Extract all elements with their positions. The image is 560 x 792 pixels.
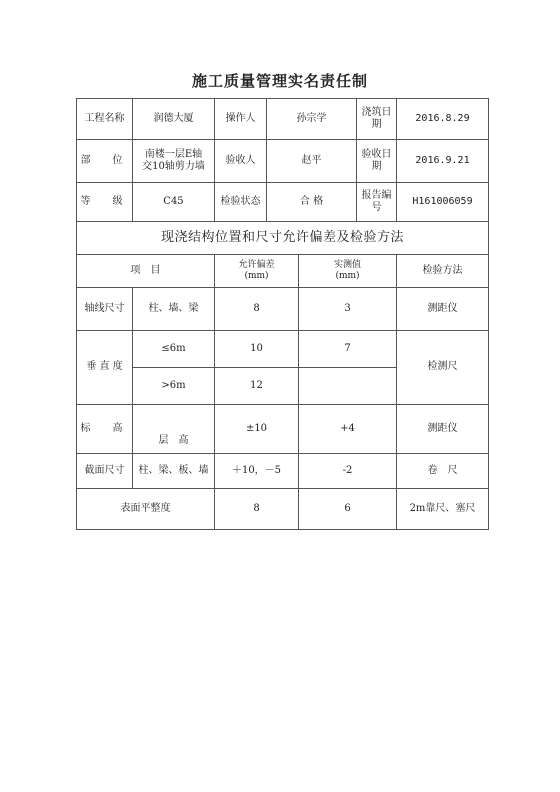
column-measured-label: 实测值	[333, 259, 361, 270]
column-allowed-unit: (mm)	[244, 271, 269, 281]
table-row-flatness	[77, 489, 489, 530]
table-row-axis	[77, 288, 489, 331]
section-name: 截面尺寸	[77, 454, 133, 489]
elevation-name: 标 高	[77, 405, 133, 454]
flatness-measured: 6	[299, 489, 397, 530]
elevation-sub: 层 高	[133, 405, 215, 454]
column-measured	[299, 255, 397, 288]
vertical-b-allowed: 12	[215, 368, 299, 405]
elevation-measured: +4	[299, 405, 397, 454]
axis-sub: 柱、墙、梁	[133, 288, 215, 331]
section-title: 现浇结构位置和尺寸允许偏差及检验方法	[77, 222, 489, 255]
axis-method: 测距仪	[397, 288, 489, 331]
pour-date-value: 2016.8.29	[397, 99, 489, 140]
section-measured: -2	[299, 454, 397, 489]
vertical-b-measured	[299, 368, 397, 405]
grade-value: C45	[133, 183, 215, 222]
project-label: 工程名称	[77, 99, 133, 140]
section-title-row	[77, 222, 489, 255]
grade-label: 等 级	[77, 183, 133, 222]
report-label: 报告编号	[357, 183, 397, 222]
axis-measured: 3	[299, 288, 397, 331]
section-sub: 柱、梁、板、墙	[133, 454, 215, 489]
vertical-a-allowed: 10	[215, 331, 299, 368]
section-method: 卷 尺	[397, 454, 489, 489]
operator-value: 孙宗学	[267, 99, 357, 140]
accept-date-label: 验收日期	[357, 140, 397, 183]
part-label: 部 位	[77, 140, 133, 183]
quality-table	[76, 98, 489, 530]
table-row-vertical-a	[77, 331, 489, 368]
flatness-allowed: 8	[215, 489, 299, 530]
vertical-a-measured: 7	[299, 331, 397, 368]
flatness-method: 2m靠尺、塞尺	[397, 489, 489, 530]
elevation-allowed: ±10	[215, 405, 299, 454]
axis-allowed: 8	[215, 288, 299, 331]
vertical-method: 检测尺	[397, 331, 489, 405]
flatness-name: 表面平整度	[77, 489, 215, 530]
vertical-name: 垂 直 度	[77, 331, 133, 405]
axis-name: 轴线尺寸	[77, 288, 133, 331]
column-allowed-label: 允许偏差	[238, 259, 275, 270]
column-allowed	[215, 255, 299, 288]
column-measured-unit: (mm)	[335, 271, 360, 281]
operator-label: 操作人	[215, 99, 267, 140]
inspector-value: 赵平	[267, 140, 357, 183]
report-value: H161006059	[397, 183, 489, 222]
vertical-a-sub: ≤6m	[133, 331, 215, 368]
column-item: 项 目	[77, 255, 215, 288]
table-row-elevation	[77, 405, 489, 454]
column-method: 检验方法	[397, 255, 489, 288]
column-header-row	[77, 255, 489, 288]
info-row-part	[77, 140, 489, 183]
pour-date-label: 浇筑日期	[357, 99, 397, 140]
part-value: 南楼一层E轴交10轴剪力墙	[133, 140, 215, 183]
vertical-b-sub: >6m	[133, 368, 215, 405]
table-row-section	[77, 454, 489, 489]
accept-date-value: 2016.9.21	[397, 140, 489, 183]
info-row-grade	[77, 183, 489, 222]
section-allowed: ＋10，－5	[215, 454, 299, 489]
inspector-label: 验收人	[215, 140, 267, 183]
info-row-project	[77, 99, 489, 140]
project-value: 润德大厦	[133, 99, 215, 140]
status-value: 合 格	[267, 183, 357, 222]
elevation-method: 测距仪	[397, 405, 489, 454]
document-title: 施工质量管理实名责任制	[191, 72, 368, 90]
status-label: 检验状态	[215, 183, 267, 222]
